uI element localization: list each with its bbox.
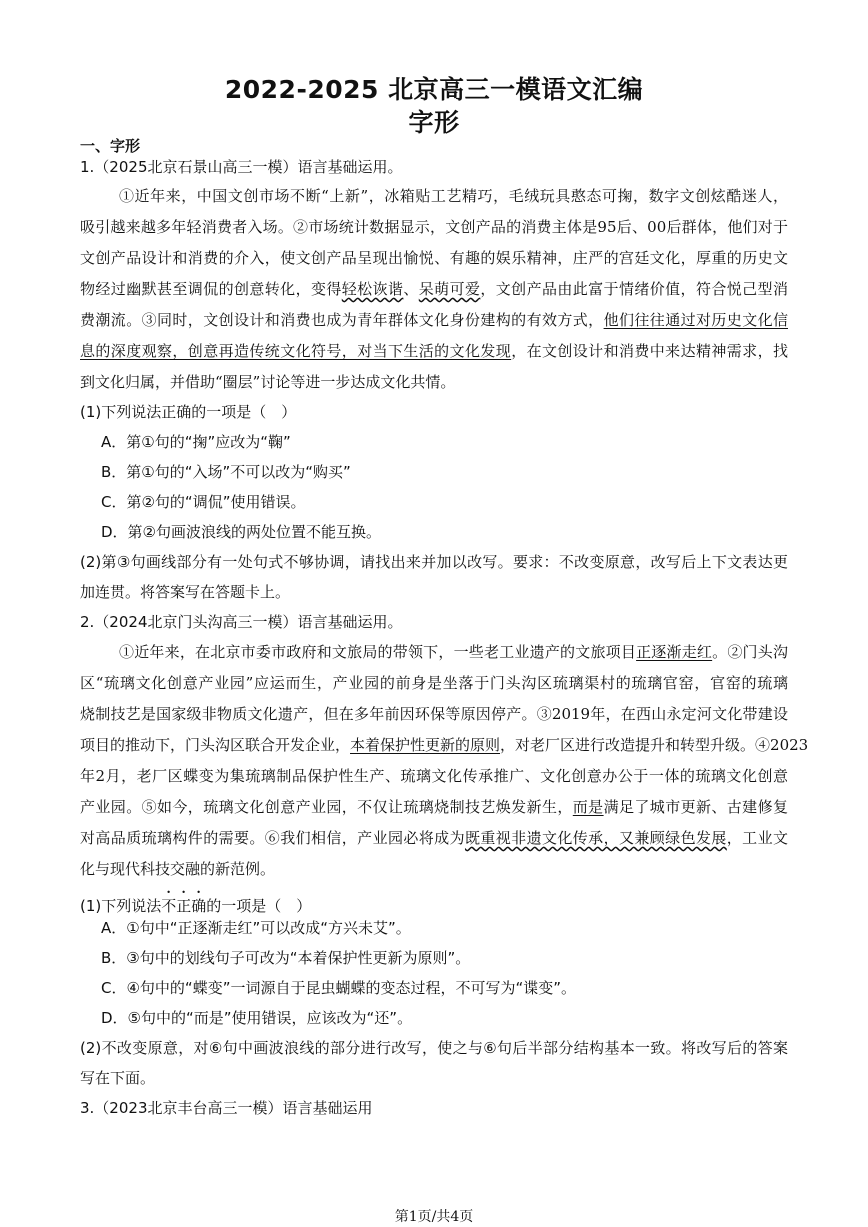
wavy-phrase: 呆萌可爱 xyxy=(418,280,481,298)
q2-passage-line: 产业园。⑤如今，琉璃文化创意产业园，不仅让琉璃烧制技艺焕发新生，而是满足了城市更新、古建修复 xyxy=(80,798,788,816)
q1-heading: 1.（2025北京石景山高三一模）语言基础运用。 xyxy=(80,158,403,176)
document-title: 2022-2025 北京高三一模语文汇编 xyxy=(224,75,644,104)
underlined-phrase: 息的深度观察，创意再造传统文化符号，对当下生活的文化发现 xyxy=(80,342,512,360)
q1-option-c: C．第②句的“调侃”使用错误。 xyxy=(101,493,306,511)
document-subtitle: 字形 xyxy=(408,108,460,137)
underlined-phrase: 他们往往通过对历史文化信 xyxy=(603,311,788,329)
q2-passage-line: ①近年来，在北京市委市政府和文旅局的带领下，一些老工业遗产的文旅项目正逐渐走红。②门头沟 xyxy=(119,643,788,661)
q2-passage-line: 化与现代科技交融的新范例。 xyxy=(80,860,276,878)
q1-passage-line: 文创产品设计和消费的介入，使文创产品呈现出愉悦、有趣的娱乐精神，庄严的宫廷文化，厚重的历史文 xyxy=(80,249,788,267)
q1-option-a: A．第①句的“掬”应改为“鞠” xyxy=(101,433,291,451)
q1-option-b: B．第①句的“入场”不可以改为“购买” xyxy=(101,463,351,481)
wavy-phrase: 既重视非遗文化传承，又兼顾绿色发展 xyxy=(464,829,727,847)
q2-heading: 2.（2024北京门头沟高三一模）语言基础运用。 xyxy=(80,613,403,631)
wavy-phrase: 轻松诙谐 xyxy=(341,280,404,298)
q2-option-a: A．①句中“正逐渐走红”可以改成“方兴未艾”。 xyxy=(101,919,411,937)
q1-passage-line: 物经过幽默甚至调侃的创意转化，变得轻松诙谐、呆萌可爱，文创产品由此富于情绪价值，符合悦己型消 xyxy=(80,280,788,298)
section-heading: 一、字形 xyxy=(80,137,141,155)
q2-option-c: C．④句中的“蝶变”一词源自于昆虫蝴蝶的变态过程，不可写为“谍变”。 xyxy=(101,979,577,997)
q1-subquestion-2-cont: 加连贯。将答案写在答题卡上。 xyxy=(80,583,291,601)
q1-passage-line: 到文化归属，并借助“圈层”讨论等进一步达成文化共情。 xyxy=(80,373,456,391)
page-footer: 第1页/共4页 xyxy=(394,1209,474,1225)
q1-subquestion-1: (1)下列说法正确的一项是（ ） xyxy=(80,403,297,421)
emphasized-phrase: 不正确 xyxy=(161,897,207,915)
q2-option-d: D．⑤句中的“而是”使用错误，应该改为“还”。 xyxy=(101,1009,413,1027)
underlined-phrase: 本着保护性更新的原则 xyxy=(350,736,501,754)
q1-subquestion-2: (2)第③句画线部分有一处句式不够协调，请找出来并加以改写。要求：不改变原意，改写后上下文表达更 xyxy=(80,553,788,571)
q2-subquestion-1: (1)下列说法不正确的一项是（ ） xyxy=(80,897,312,915)
underlined-phrase: 正逐渐走红 xyxy=(636,643,713,661)
q1-passage-line: 吸引越来越多年轻消费者入场。②市场统计数据显示，文创产品的消费主体是95后、00后群体，他们对于 xyxy=(80,218,788,236)
q2-subquestion-2-cont: 写在下面。 xyxy=(80,1069,156,1087)
q2-option-b: B．③句中的划线句子可改为“本着保护性更新为原则”。 xyxy=(101,949,471,967)
q1-passage-line: 息的深度观察，创意再造传统文化符号，对当下生活的文化发现，在文创设计和消费中来达精神需求，找 xyxy=(80,342,788,360)
q1-passage-line: ①近年来，中国文创市场不断“上新”，冰箱贴工艺精巧，毛绒玩具憨态可掬，数字文创炫酷迷人， xyxy=(119,187,788,205)
q2-passage-line: 对高品质琉璃构件的需要。⑥我们相信，产业园必将成为既重视非遗文化传承，又兼顾绿色发展，工业文 xyxy=(80,829,788,847)
q1-option-d: D．第②句画波浪线的两处位置不能互换。 xyxy=(101,523,381,541)
underlined-phrase: 而是 xyxy=(572,798,604,816)
q2-passage-line: 烧制技艺是国家级非物质文化遗产，但在多年前因环保等原因停产。③2019年，在西山永定河文化带建设 xyxy=(80,705,788,723)
q3-heading: 3.（2023北京丰台高三一模）语言基础运用 xyxy=(80,1099,373,1117)
q2-passage-line: 项目的推动下，门头沟区联合开发企业，本着保护性更新的原则，对老厂区进行改造提升和转型升级。④2023 xyxy=(80,736,809,754)
q2-passage-line: 年2月，老厂区蝶变为集琉璃制品保护性生产、琉璃文化传承推广、文化创意办公于一体的琉璃文化创意 xyxy=(80,767,788,785)
q2-subquestion-2: (2)不改变原意，对⑥句中画波浪线的部分进行改写，使之与⑥句后半部分结构基本一致。将改写后的答案 xyxy=(80,1039,788,1057)
q1-passage-line: 费潮流。③同时，文创设计和消费也成为青年群体文化身份建构的有效方式，他们往往通过对历史文化信 xyxy=(80,311,788,329)
q2-passage-line: 区“琉璃文化创意产业园”应运而生，产业园的前身是坐落于门头沟区琉璃渠村的琉璃官窑，官窑的琉璃 xyxy=(80,674,788,692)
